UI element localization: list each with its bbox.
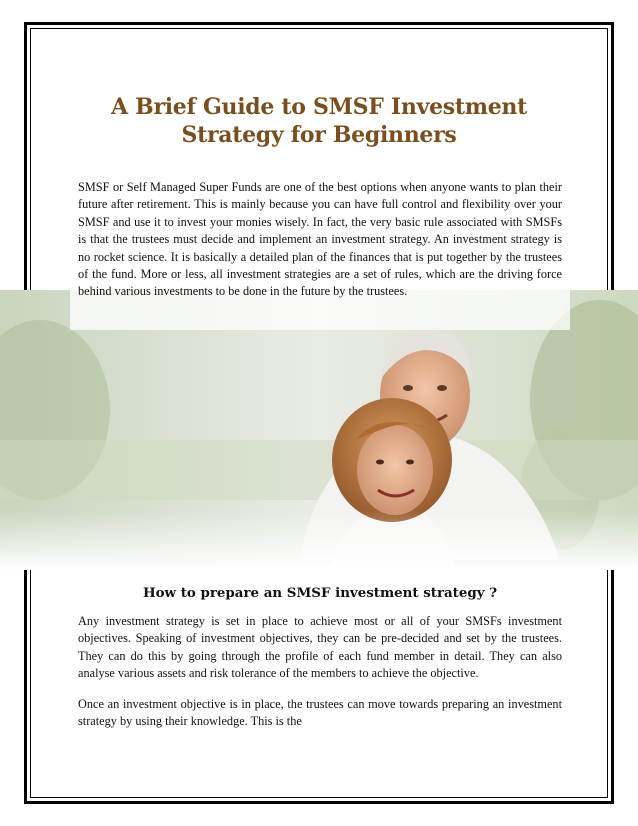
section-heading: How to prepare an SMSF investment strategy ?: [142, 585, 498, 601]
intro-paragraph: SMSF or Self Managed Super Funds are one of the best options when anyone wants to plan their future after retirement. This is mainly because you can have full control and flexibility over your SMSF and use it to invest your monies wisely. In fact, the very basic rule associated with SMSFs is that the trustees must decide and implement an investment strategy. An investment strategy is no rocket science. It is basically a detailed plan of the finances that is put together by the trustees of the fund. More or less, all investment strategies are a set of rules, which are the driving force behind various investments to be done in the future by the trustees.: [78, 180, 562, 299]
couple-photo: [0, 290, 638, 570]
paragraph-investment-objectives: Any investment strategy is set in place to achieve most or all of your SMSFs investment objectives. Speaking of investment objectives, they can be pre-decided and set by the trustees. They can do this by going through the profile of each fund member in detail. They can also analyse various assets and risk tolerance of the members to achieve the objective.: [78, 614, 562, 681]
couple-photo-illustration: [0, 290, 638, 570]
document-title: A Brief Guide to SMSF Investment Strategy for Beginners: [111, 93, 527, 148]
paragraph-strategy: Once an investment objective is in place, the trustees can move towards preparing an investment strategy by using their knowledge. This is the: [78, 697, 562, 729]
